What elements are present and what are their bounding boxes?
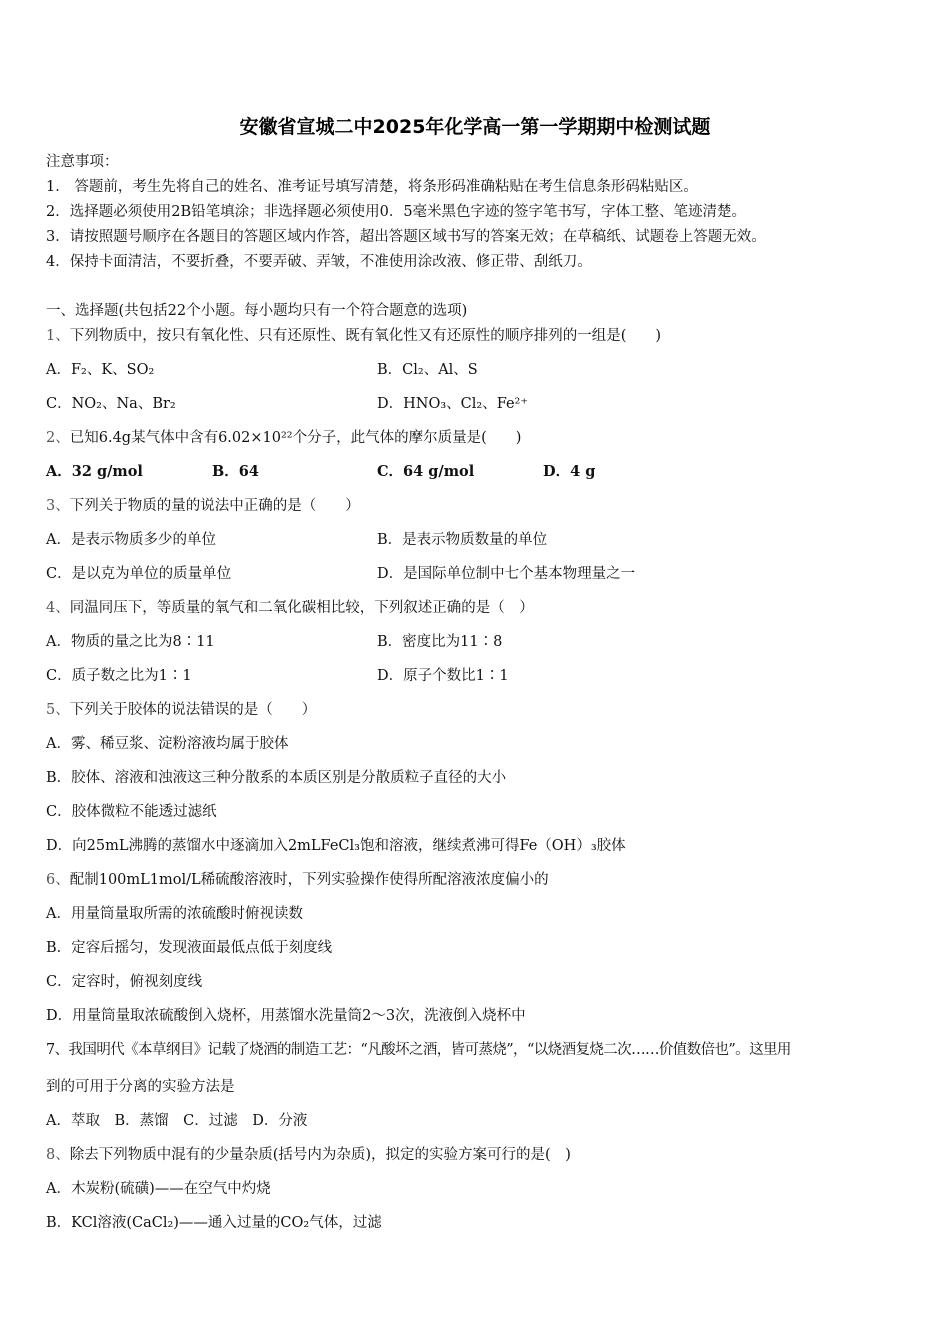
q3-option-c: C．是以克为单位的质量单位: [46, 566, 232, 582]
page-title: 安徽省宣城二中2025年化学高一第一学期期中检测试题: [239, 116, 711, 138]
q5-option-a: A．雾、稀豆浆、淀粉溶液均属于胶体: [46, 736, 289, 752]
q2-option-d: D．4 g: [543, 463, 596, 480]
q6-option-b: B．定容后摇匀，发现液面最低点低于刻度线: [46, 940, 333, 956]
question-number: 4、: [46, 600, 70, 616]
question-2: [46, 428, 521, 448]
q3-option-a: A．是表示物质多少的单位: [46, 532, 216, 548]
q4-option-d: D．原子个数比1∶1: [377, 668, 509, 684]
question-stem: 除去下列物质中混有的少量杂质(括号内为杂质)，拟定的实验方案可行的是( ): [69, 1147, 571, 1163]
q3-option-b: B．是表示物质数量的单位: [377, 532, 548, 548]
question-8: [46, 1145, 571, 1165]
q6-option-c: C．定容时，俯视刻度线: [46, 974, 203, 990]
q4-option-b: B．密度比为11∶8: [377, 634, 503, 650]
q5-option-d: D．向25mL沸腾的蒸馏水中逐滴加入2mLFeCl₃饱和溶液，继续煮沸可得Fe（OH）₃胶体: [46, 838, 626, 854]
notice-item-1: 1． 答题前，考生先将自己的姓名、准考证号填写清楚，将条形码准确粘贴在考生信息条形码粘贴区。: [46, 179, 698, 195]
q6-option-a: A．用量筒量取所需的浓硫酸时俯视读数: [46, 906, 303, 922]
q4-option-c: C．质子数之比为1∶1: [46, 668, 192, 684]
section-heading: 一、选择题(共包括22个小题。每小题均只有一个符合题意的选项): [46, 303, 468, 319]
notice-item-4: 4．保持卡面清洁，不要折叠，不要弄破、弄皱，不准使用涂改液、修正带、刮纸刀。: [46, 254, 592, 270]
question-3: [46, 496, 360, 516]
q3-option-d: D．是国际单位制中七个基本物理量之一: [377, 566, 636, 582]
question-number: 5、: [46, 702, 70, 718]
notice-heading: 注意事项：: [46, 154, 119, 170]
question-stem: 已知6.4g某气体中含有6.02×10²²个分子，此气体的摩尔质量是( ): [69, 430, 522, 446]
question-6: [46, 870, 549, 890]
question-number: 7、: [46, 1042, 69, 1058]
q2-option-c: C．64 g/mol: [377, 463, 475, 480]
question-number: 3、: [46, 498, 70, 514]
q5-option-b: B．胶体、溶液和浊液这三种分散系的本质区别是分散质粒子直径的大小: [46, 770, 507, 786]
question-stem: 下列关于物质的量的说法中正确的是（ ）: [69, 498, 360, 514]
q2-option-b: B．64: [212, 463, 259, 480]
question-7-continued: 到的可用于分离的实验方法是: [46, 1079, 235, 1095]
q8-option-a: A．木炭粉(硫磺)——在空气中灼烧: [46, 1181, 271, 1197]
q2-option-a: A．32 g/mol: [46, 463, 143, 480]
q7-options: A．萃取 B．蒸馏 C．过滤 D．分液: [46, 1113, 308, 1129]
q4-option-a: A．物质的量之比为8∶11: [46, 634, 215, 650]
question-stem: 我国明代《本草纲目》记载了烧酒的制造工艺：“凡酸坏之酒，皆可蒸烧”，“以烧酒复烧二次……价值数倍也”。这里用: [68, 1042, 791, 1058]
q1-option-d: D．HNO₃、Cl₂、Fe²⁺: [377, 396, 529, 412]
q8-option-b: B．KCl溶液(CaCl₂)——通入过量的CO₂气体，过滤: [46, 1215, 382, 1231]
q1-option-a: A．F₂、K、SO₂: [46, 362, 155, 378]
notice-item-2: 2．选择题必须使用2B铅笔填涂；非选择题必须使用0．5毫米黑色字迹的签字笔书写，字体工整、笔迹清楚。: [46, 204, 747, 220]
question-stem: 下列关于胶体的说法错误的是（ ）: [69, 702, 317, 718]
q1-option-c: C．NO₂、Na、Br₂: [46, 396, 176, 412]
question-stem: 同温同压下，等质量的氧气和二氧化碳相比较，下列叙述正确的是（ ）: [69, 600, 534, 616]
notice-item-3: 3．请按照题号顺序在各题目的答题区域内作答，超出答题区域书写的答案无效；在草稿纸、试题卷上答题无效。: [46, 229, 766, 245]
question-number: 6、: [46, 872, 70, 888]
question-7: [46, 1040, 791, 1060]
question-number: 2、: [46, 430, 70, 446]
q6-option-d: D．用量筒量取浓硫酸倒入烧杯，用蒸馏水洗量筒2～3次，洗液倒入烧杯中: [46, 1008, 526, 1024]
question-4: [46, 598, 534, 618]
question-stem: 配制100mL1mol/L稀硫酸溶液时，下列实验操作使得所配溶液浓度偏小的: [69, 872, 549, 888]
question-5: [46, 700, 316, 720]
question-1: [46, 326, 661, 346]
question-number: 1、: [46, 328, 70, 344]
question-stem: 下列物质中，按只有氧化性、只有还原性、既有氧化性又有还原性的顺序排列的一组是( ): [69, 328, 662, 344]
q5-option-c: C．胶体微粒不能透过滤纸: [46, 804, 217, 820]
question-number: 8、: [46, 1147, 70, 1163]
q1-option-b: B．Cl₂、Al、S: [377, 362, 478, 378]
